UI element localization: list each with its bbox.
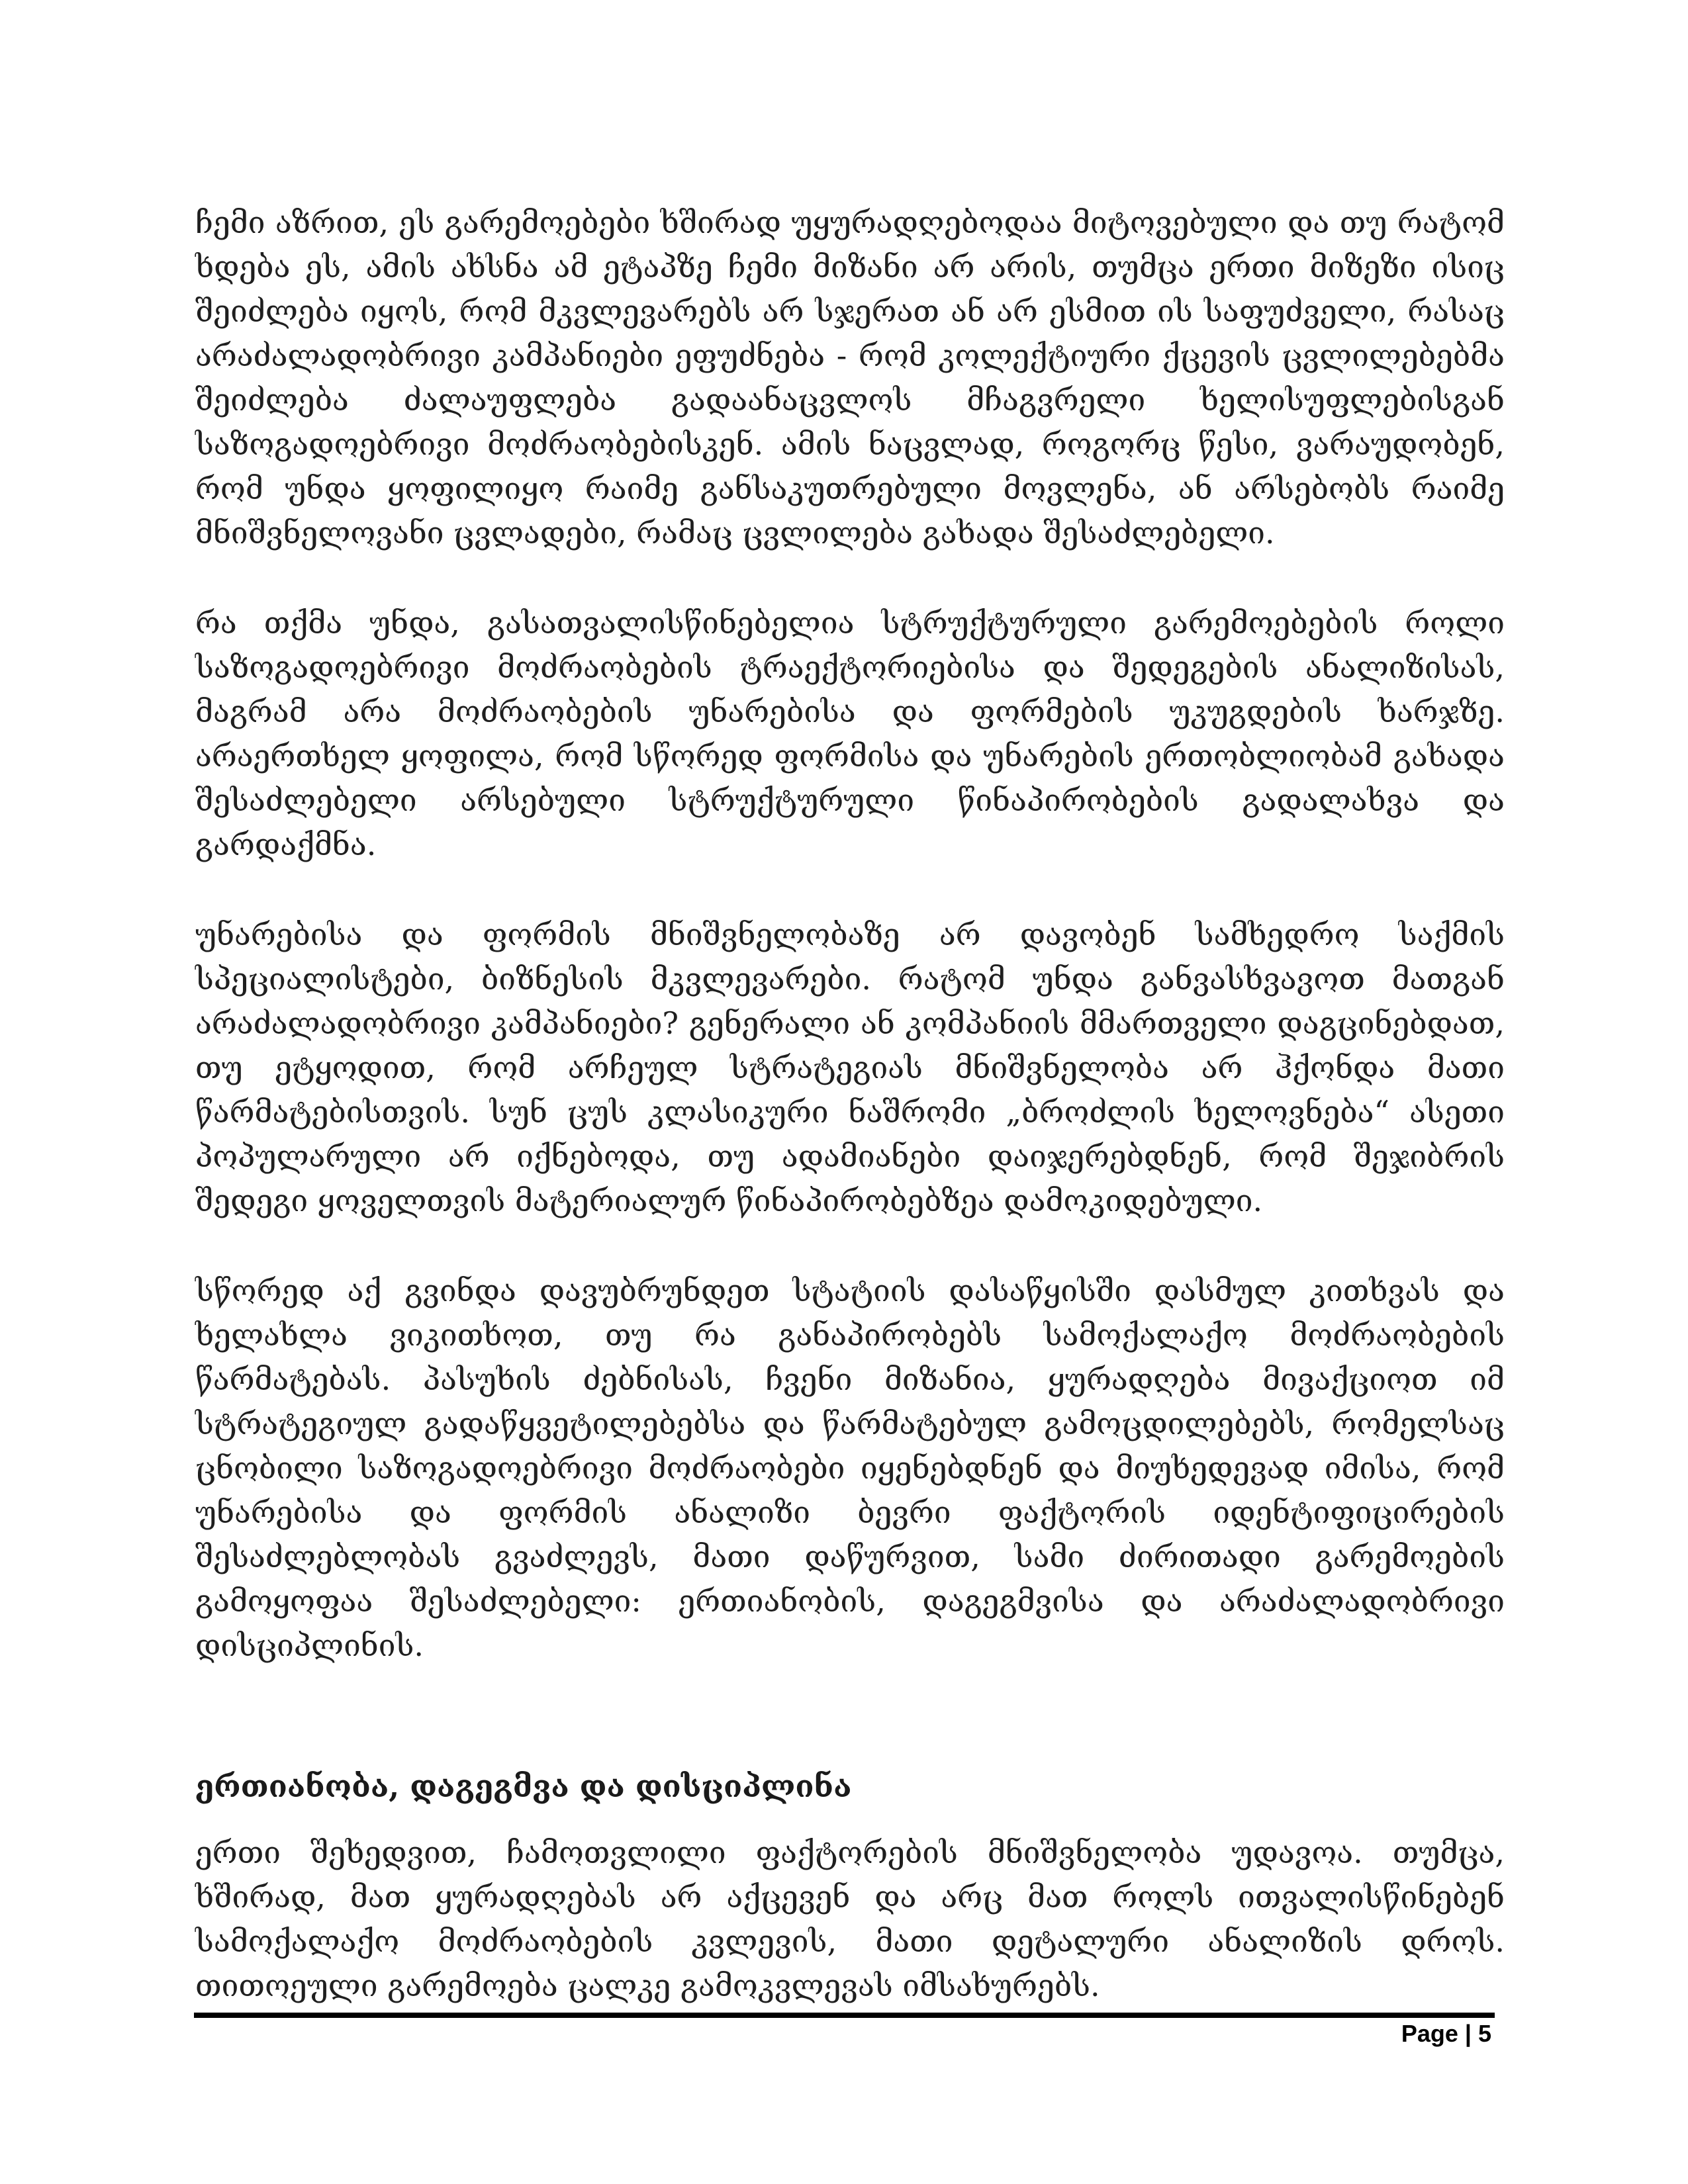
body-paragraph: ჩემი აზრით, ეს გარემოებები ხშირად უყურადღებოდაა მიტოვებული და თუ რატომ ხდება ეს, ამის ახსნა ამ ეტაპზე ჩემი მიზანი არ არის, თუმცა ერთი მიზეზი ისიც შეიძლება იყოს, რომ მკვლევარებს არ სჯერათ ან არ ესმით ის საფუძველი, რასაც არაძალადობრივი კამპანიები ეფუძნება - რომ კოლექტიური ქცევის ცვლილებებმა შეიძლება ძალაუფლება გადაანაცვლოს მჩაგვრელი ხელისუფლებისგან საზოგადოებრივი მოძრაობებისკენ. ამის ნაცვლად, როგორც წესი, ვარაუდობენ, რომ უნდა ყოფილიყო რაიმე განსაკუთრებული მოვლენა, ან არსებობს რაიმე მნიშვნელოვანი ცვლადები, რამაც ცვლილება გახადა შესაძლებელი.	[195, 205, 1505, 551]
page-content	[195, 201, 1505, 2054]
body-paragraph: სწორედ აქ გვინდა დავუბრუნდეთ სტატიის დასაწყისში დასმულ კითხვას და ხელახლა ვიკითხოთ, თუ რა განაპირობებს სამოქალაქო მოძრაობების წარმატებას. პასუხის ძებნისას, ჩვენი მიზანია, ყურადღება მივაქციოთ იმ სტრატეგიულ გადაწყვეტილებებსა და წარმატებულ გამოცდილებებს, რომელსაც ცნობილი საზოგადოებრივი მოძრაობები იყენებდნენ და მიუხედევად იმისა, რომ უნარებისა და ფორმის ანალიზი ბევრი ფაქტორის იდენტიფიცირების შესაძლებლობას გვაძლევს, მათი დაწურვით, სამი ძირითადი გარემოების გამოყოფაა შესაძლებელი: ერთიანობის, დაგეგმვისა და არაძალადობრივი დისციპლინის.	[195, 1273, 1505, 1663]
page-number-label: Page | 5	[1401, 2020, 1491, 2047]
section-heading: ერთიანობა, დაგეგმვა და დისციპლინა	[195, 1768, 852, 1804]
body-paragraph: უნარებისა და ფორმის მნიშვნელობაზე არ დავობენ სამხედრო საქმის სპეციალისტები, ბიზნესის მკვლევარები. რატომ უნდა განვასხვავოთ მათგან არაძალადობრივი კამპანიები? გენერალი ან კომპანიის მმართველი დაგცინებდათ, თუ ეტყოდით, რომ არჩეულ სტრატეგიას მნიშვნელობა არ ჰქონდა მათი წარმატებისთვის. სუნ ცუს კლასიკური ნაშრომი „ბროძლის ხელოვნება“ ასეთი პოპულარული არ იქნებოდა, თუ ადამიანები დაიჯერებდნენ, რომ შეჯიბრის შედეგი ყოველთვის მატერიალურ წინაპირობებზეა დამოკიდებული.	[195, 917, 1505, 1218]
footer-divider	[194, 2013, 1495, 2018]
body-paragraph: ერთი შეხედვით, ჩამოთვლილი ფაქტორების მნიშვნელობა უდავოა. თუმცა, ხშირად, მათ ყურადღებას არ აქცევენ და არც მათ როლს ითვალისწინებენ სამოქალაქო მოძრაობების კვლევის, მათი დეტალური ანალიზის დროს. თითოეული გარემოება ცალკე გამოკვლევას იმსახურებს.	[195, 1835, 1505, 2003]
body-paragraph: რა თქმა უნდა, გასათვალისწინებელია სტრუქტურული გარემოებების როლი საზოგადოებრივი მოძრაობების ტრაექტორიებისა და შედეგების ანალიზისას, მაგრამ არა მოძრაობების უნარებისა და ფორმების უკუგდების ხარჯზე. არაერთხელ ყოფილა, რომ სწორედ ფორმისა და უნარების ერთობლიობამ გახადა შესაძლებელი არსებული სტრუქტურული წინაპირობების გადალახვა და გარდაქმნა.	[195, 605, 1505, 862]
